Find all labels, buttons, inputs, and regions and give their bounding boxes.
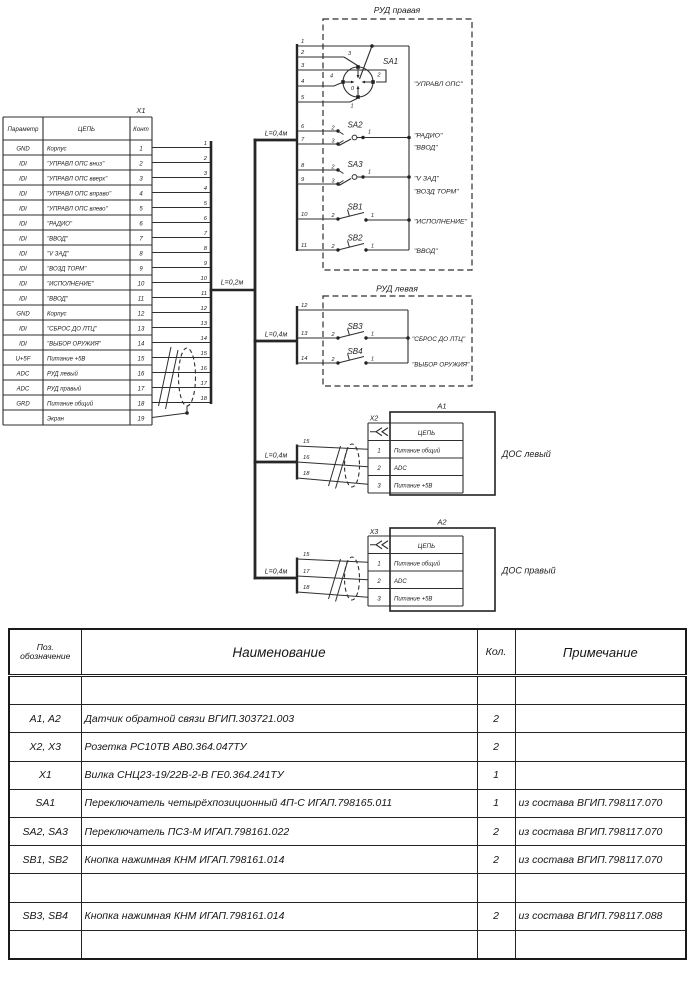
x1-cell-param: IDI <box>19 326 27 333</box>
sb4-ref: SB4 <box>347 347 363 356</box>
x1-cell-param: IDI <box>19 296 27 303</box>
x1-cell-param: IDI <box>19 341 27 348</box>
parts-cell-qty: 2 <box>477 902 515 930</box>
sa3-ref: SA3 <box>347 160 363 169</box>
shield-ellipse-icon <box>179 348 196 406</box>
circuit-vvod-2: "ВВОД" <box>414 248 438 255</box>
rud-right-wiring <box>297 46 409 250</box>
conn-cell-pin: 2 <box>377 466 381 472</box>
x1-cell-pin: 13 <box>137 326 145 333</box>
parts-cell-qty <box>477 676 515 705</box>
wire-number: 6 <box>301 124 305 131</box>
x1-cell-pin: 9 <box>139 266 143 273</box>
wire-number: 4 <box>203 186 207 192</box>
wire-number: 4 <box>301 79 305 86</box>
wire-number: 8 <box>301 163 305 170</box>
conn-header-circuit: ЦЕПЬ <box>417 430 436 438</box>
x1-wire-stubs <box>152 141 211 403</box>
parts-cell-note <box>515 733 686 761</box>
x2-label: X2 <box>369 415 379 423</box>
x1-cell-pin: 1 <box>139 146 143 153</box>
x3-label: X3 <box>369 529 379 536</box>
x1-cell-circuit: Корпус <box>47 146 67 153</box>
parts-cell-name: Кнопка нажимная КНМ ИГАП.798161.014 <box>81 846 477 874</box>
circuit-vozd-torm: "ВОЗД ТОРМ" <box>414 188 459 196</box>
x1-cell-param: IDI <box>19 161 27 168</box>
sa1-contact-left: 4 <box>329 73 334 80</box>
wire-number: 7 <box>203 231 207 237</box>
x1-cell-circuit: "УПРАВЛ ОПС вправо" <box>47 191 112 198</box>
circuit-vvod-1: "ВВОД" <box>414 144 438 152</box>
x1-cell-pin: 19 <box>137 416 145 423</box>
header-pos-line2: обозначение <box>20 651 71 661</box>
x1-cell-pin: 2 <box>139 161 143 168</box>
x1-cell-circuit: "ВВОД" <box>47 236 68 243</box>
parts-cell-name <box>81 676 477 705</box>
parts-row <box>9 902 686 930</box>
x2-connector-table <box>368 423 463 493</box>
rud-left-title: РУД левая <box>376 283 418 294</box>
cable-length-x1: L=0,2м <box>220 279 244 287</box>
sa2-contact-3: 3 <box>331 138 335 145</box>
a2-ref: A2 <box>437 517 447 527</box>
sa3-contact-1: 1 <box>368 169 372 176</box>
parts-cell-pos <box>9 676 81 705</box>
sa1-contact-center: 0 <box>350 86 355 92</box>
parts-cell-pos: SA1 <box>9 789 81 817</box>
switch-sa2-icon <box>338 131 409 146</box>
sa2-ref: SA2 <box>347 120 363 130</box>
wire-number: 16 <box>303 455 310 462</box>
switch-sa3-icon <box>338 170 409 186</box>
parts-cell-pos: X1 <box>9 761 81 789</box>
sa2-contact-2: 2 <box>331 125 335 132</box>
parts-cell-name <box>81 930 477 959</box>
x1-cell-pin: 5 <box>139 206 143 213</box>
header-qty: Кол. <box>477 629 515 676</box>
x1-cell-circuit: "РАДИО" <box>47 221 73 228</box>
dos-left-label: ДОС левый <box>502 449 551 459</box>
junction-dots <box>336 44 411 252</box>
wire-number: 3 <box>301 63 305 70</box>
conn-cell-circuit: Питание +5В <box>394 596 433 603</box>
parts-cell-note: из состава ВГИП.798117.070 <box>515 789 686 817</box>
x1-cell-param: IDI <box>19 191 27 198</box>
parts-cell-qty <box>477 930 515 959</box>
parts-cell-name: Переключатель четырёхпозиционный 4П-С ИГАП.798165.011 <box>81 789 477 817</box>
a2-pin-numbers <box>303 552 310 591</box>
x1-cell-circuit: "ВВОД" <box>47 296 68 303</box>
header-pos <box>9 629 81 676</box>
x3-connector-table <box>368 536 463 606</box>
x1-cell-pin: 3 <box>139 176 143 183</box>
x1-cell-circuit: "СБРОС ДО ЛТЦ" <box>47 326 97 333</box>
x1-header-circuit: ЦЕПЬ <box>77 126 96 133</box>
wire-number: 9 <box>203 261 207 267</box>
conn-cell-pin: 3 <box>377 596 381 603</box>
x1-cell-circuit: "УПРАВЛ ОПС влево" <box>47 206 108 213</box>
parts-row <box>9 789 686 817</box>
parts-row <box>9 761 686 789</box>
connector-chevron-icon <box>370 541 388 549</box>
x1-cell-pin: 4 <box>139 191 143 198</box>
parts-cell-name: Розетка РС10ТВ АВ0.364.047ТУ <box>81 733 477 761</box>
sb1-ref: SB1 <box>347 202 363 212</box>
wire-number: 1 <box>301 39 305 46</box>
conn-cell-pin: 2 <box>377 579 381 585</box>
parts-cell-note <box>515 676 686 705</box>
parts-cell-pos: X2, X3 <box>9 733 81 761</box>
circuit-upravl-ops: "УПРАВЛ ОПС" <box>414 81 463 88</box>
x1-cell-param: IDI <box>19 176 27 183</box>
wire-number: 6 <box>203 216 207 222</box>
wire-number: 17 <box>303 569 310 576</box>
sa3-contact-3: 3 <box>331 178 335 185</box>
parts-cell-qty: 1 <box>477 761 515 789</box>
circuit-vybor: "ВЫБОР ОРУЖИЯ" <box>412 361 470 369</box>
conn-cell-circuit: ADC <box>394 579 407 585</box>
x1-cell-param: IDI <box>19 281 27 288</box>
cable-buses <box>210 44 298 594</box>
conn-cell-circuit: Питание общий <box>394 561 441 568</box>
parts-cell-pos: SA2, SA3 <box>9 817 81 845</box>
parts-cell-note <box>515 761 686 789</box>
x1-cell-pin: 18 <box>137 401 145 408</box>
x1-cell-circuit: Экран <box>47 416 64 423</box>
parts-cell-pos: SB1, SB2 <box>9 846 81 874</box>
wire-number: 17 <box>200 381 207 387</box>
parts-row <box>9 676 686 705</box>
wire-number: 11 <box>200 291 207 297</box>
wire-number: 12 <box>301 303 308 310</box>
wire-number: 10 <box>200 276 207 282</box>
parts-row <box>9 874 686 902</box>
wire-number: 14 <box>200 336 207 342</box>
wire-number: 15 <box>303 552 310 559</box>
parts-cell-qty <box>477 874 515 902</box>
parts-cell-qty: 2 <box>477 705 515 733</box>
conn-cell-circuit: ADC <box>394 466 407 472</box>
x1-cell-param: ADC <box>16 386 30 393</box>
circuit-radio: "РАДИО" <box>414 132 443 140</box>
parts-cell-note: из состава ВГИП.798117.070 <box>515 817 686 845</box>
parts-list <box>8 628 687 960</box>
sb2-contact-1: 1 <box>371 243 375 250</box>
a1-pin-numbers <box>303 439 310 477</box>
x1-cell-circuit: РУД левый <box>47 371 78 378</box>
sb3-ref: SB3 <box>347 322 363 331</box>
x1-pin-table <box>3 117 152 425</box>
wire-number: 16 <box>200 366 207 372</box>
wire-number: 12 <box>200 306 207 312</box>
wire-number: 18 <box>303 471 310 478</box>
wire-number: 1 <box>203 141 207 147</box>
x1-cell-param: GND <box>16 146 30 153</box>
x1-cell-param: ADC <box>16 371 30 378</box>
wire-number: 2 <box>301 50 305 57</box>
parts-row <box>9 846 686 874</box>
x1-cell-circuit: "ВЫБОР ОРУЖИЯ" <box>47 341 101 348</box>
wire-number: 5 <box>301 95 305 102</box>
x1-cell-param: IDI <box>19 236 27 243</box>
parts-cell-pos: A1, A2 <box>9 705 81 733</box>
wire-number: 13 <box>301 331 308 338</box>
a1-ref: A1 <box>437 401 447 411</box>
cable-length-dos-right: L=0,4м <box>264 568 288 576</box>
wire-number: 2 <box>203 156 207 162</box>
wire-number: 7 <box>301 137 305 144</box>
conn-cell-circuit: Питание +5В <box>394 483 433 490</box>
x1-cell-circuit: "ИСПОЛНЕНИЕ" <box>47 281 94 288</box>
x1-cell-circuit: "ВОЗД ТОРМ" <box>47 266 87 273</box>
sa1-contact-bottom: 1 <box>350 103 354 110</box>
x1-cell-circuit: "V ЗАД" <box>47 251 69 258</box>
sa1-contact-top: 3 <box>347 51 352 58</box>
parts-cell-pos <box>9 930 81 959</box>
x1-cell-circuit: Корпус <box>47 311 67 318</box>
x1-cell-circuit: Питание общий <box>47 401 94 408</box>
sb1-contact-1: 1 <box>371 213 375 219</box>
parts-row <box>9 705 686 733</box>
parts-cell-name: Вилка СНЦ23-19/22В-2-В ГЕ0.364.241ТУ <box>81 761 477 789</box>
shield-junction-dot <box>185 411 189 415</box>
x1-cell-pin: 12 <box>137 311 145 318</box>
parts-cell-note <box>515 930 686 959</box>
sa1-ref: SA1 <box>383 57 399 66</box>
rud-right-title: РУД правая <box>373 5 421 15</box>
x1-cell-param: IDI <box>19 221 27 228</box>
a2-wiring <box>297 557 368 602</box>
parts-cell-qty: 2 <box>477 733 515 761</box>
parts-cell-note: из состава ВГИП.798117.070 <box>515 846 686 874</box>
wire-number: 15 <box>303 439 310 446</box>
parts-cell-pos: SB3, SB4 <box>9 902 81 930</box>
conn-header-circuit: ЦЕПЬ <box>417 543 436 551</box>
parts-cell-qty: 2 <box>477 817 515 845</box>
circuit-sbros: "СБРОС ДО ЛТЦ" <box>412 336 466 343</box>
parts-row <box>9 817 686 845</box>
sa3-contact-2: 2 <box>331 164 335 171</box>
parts-cell-name: Датчик обратной связи ВГИП.303721.003 <box>81 705 477 733</box>
parts-cell-note <box>515 705 686 733</box>
x1-cell-param: U+5F <box>15 356 31 363</box>
wire-number: 11 <box>301 243 308 250</box>
parts-cell-qty: 2 <box>477 846 515 874</box>
parts-header-row <box>9 629 686 676</box>
x1-cell-param: IDI <box>19 266 27 273</box>
a1-wiring <box>297 444 368 489</box>
wire-number: 5 <box>203 201 207 207</box>
wire-number: 18 <box>303 585 310 592</box>
x1-cell-pin: 16 <box>137 371 145 378</box>
parts-cell-note <box>515 874 686 902</box>
conn-cell-pin: 3 <box>377 483 381 490</box>
x1-title: X1 <box>136 106 146 115</box>
x1-cell-param: GRD <box>16 401 30 408</box>
x1-cell-pin: 11 <box>137 296 145 303</box>
header-name: Наименование <box>81 629 477 676</box>
parts-cell-qty: 1 <box>477 789 515 817</box>
wire-number: 14 <box>301 356 308 363</box>
wire-number: 13 <box>200 321 207 327</box>
x1-cell-param: IDI <box>19 251 27 258</box>
parts-cell-pos <box>9 874 81 902</box>
connector-chevron-icon <box>370 428 388 436</box>
x1-cell-param: IDI <box>19 206 27 213</box>
x1-cell-circuit: Питание +5В <box>47 356 86 363</box>
cable-length-rud-right: L=0,4м <box>264 130 288 138</box>
x1-cell-pin: 15 <box>137 356 145 363</box>
x1-cell-pin: 6 <box>139 221 143 228</box>
parts-cell-name: Переключатель ПС3-М ИГАП.798161.022 <box>81 817 477 845</box>
x1-cell-pin: 7 <box>139 236 143 243</box>
sa1-contact-right: 2 <box>377 72 381 79</box>
circuit-v-zad: "V ЗАД" <box>414 175 439 183</box>
sa2-contact-1: 1 <box>368 129 372 136</box>
x1-cell-circuit: РУД правый <box>47 386 82 393</box>
cable-length-rud-left: L=0,4м <box>264 331 288 339</box>
wire-number: 18 <box>200 396 207 402</box>
wire-number: 8 <box>203 246 207 252</box>
x1-header-param: Параметр <box>7 126 39 133</box>
x1-cell-circuit: "УПРАВЛ ОПС вниз" <box>47 161 105 168</box>
x1-header-pin: Конт <box>133 126 149 133</box>
parts-table <box>8 628 687 960</box>
x1-cell-param: GND <box>16 311 30 318</box>
wire-number: 10 <box>301 212 308 219</box>
circuit-ispolnenie: "ИСПОЛНЕНИЕ" <box>414 218 467 226</box>
conn-cell-pin: 1 <box>377 561 381 568</box>
parts-row <box>9 733 686 761</box>
x1-cell-pin: 8 <box>139 251 143 258</box>
x1-cell-pin: 14 <box>137 341 145 348</box>
header-note: Примечание <box>515 629 686 676</box>
sb1-contact-2: 2 <box>331 213 335 219</box>
x1-cell-pin: 17 <box>137 386 145 393</box>
dos-right-label: ДОС правый <box>502 565 556 576</box>
parts-row <box>9 930 686 959</box>
header-pos-line1: Поз. <box>36 641 54 652</box>
conn-cell-pin: 1 <box>377 448 381 455</box>
parts-cell-name: Кнопка нажимная КНМ ИГАП.798161.014 <box>81 902 477 930</box>
wire-number: 15 <box>200 351 207 357</box>
wire-number: 3 <box>203 171 207 177</box>
sb3-contact-2: 2 <box>331 332 335 338</box>
parts-cell-name <box>81 874 477 902</box>
sb4-contact-2: 2 <box>331 357 335 363</box>
sb3-contact-1: 1 <box>371 331 375 338</box>
cable-length-dos-left: L=0,4м <box>264 452 288 460</box>
sb2-ref: SB2 <box>347 233 363 243</box>
x1-cell-pin: 10 <box>137 281 145 288</box>
sb2-contact-2: 2 <box>331 244 335 250</box>
wire-number: 9 <box>301 177 305 184</box>
x1-cell-circuit: "УПРАВЛ ОПС вверх" <box>47 176 108 183</box>
parts-cell-note: из состава ВГИП.798117.088 <box>515 902 686 930</box>
conn-cell-circuit: Питание общий <box>394 448 441 455</box>
rud-left-pin-numbers <box>301 303 308 362</box>
sb4-contact-1: 1 <box>371 356 375 363</box>
